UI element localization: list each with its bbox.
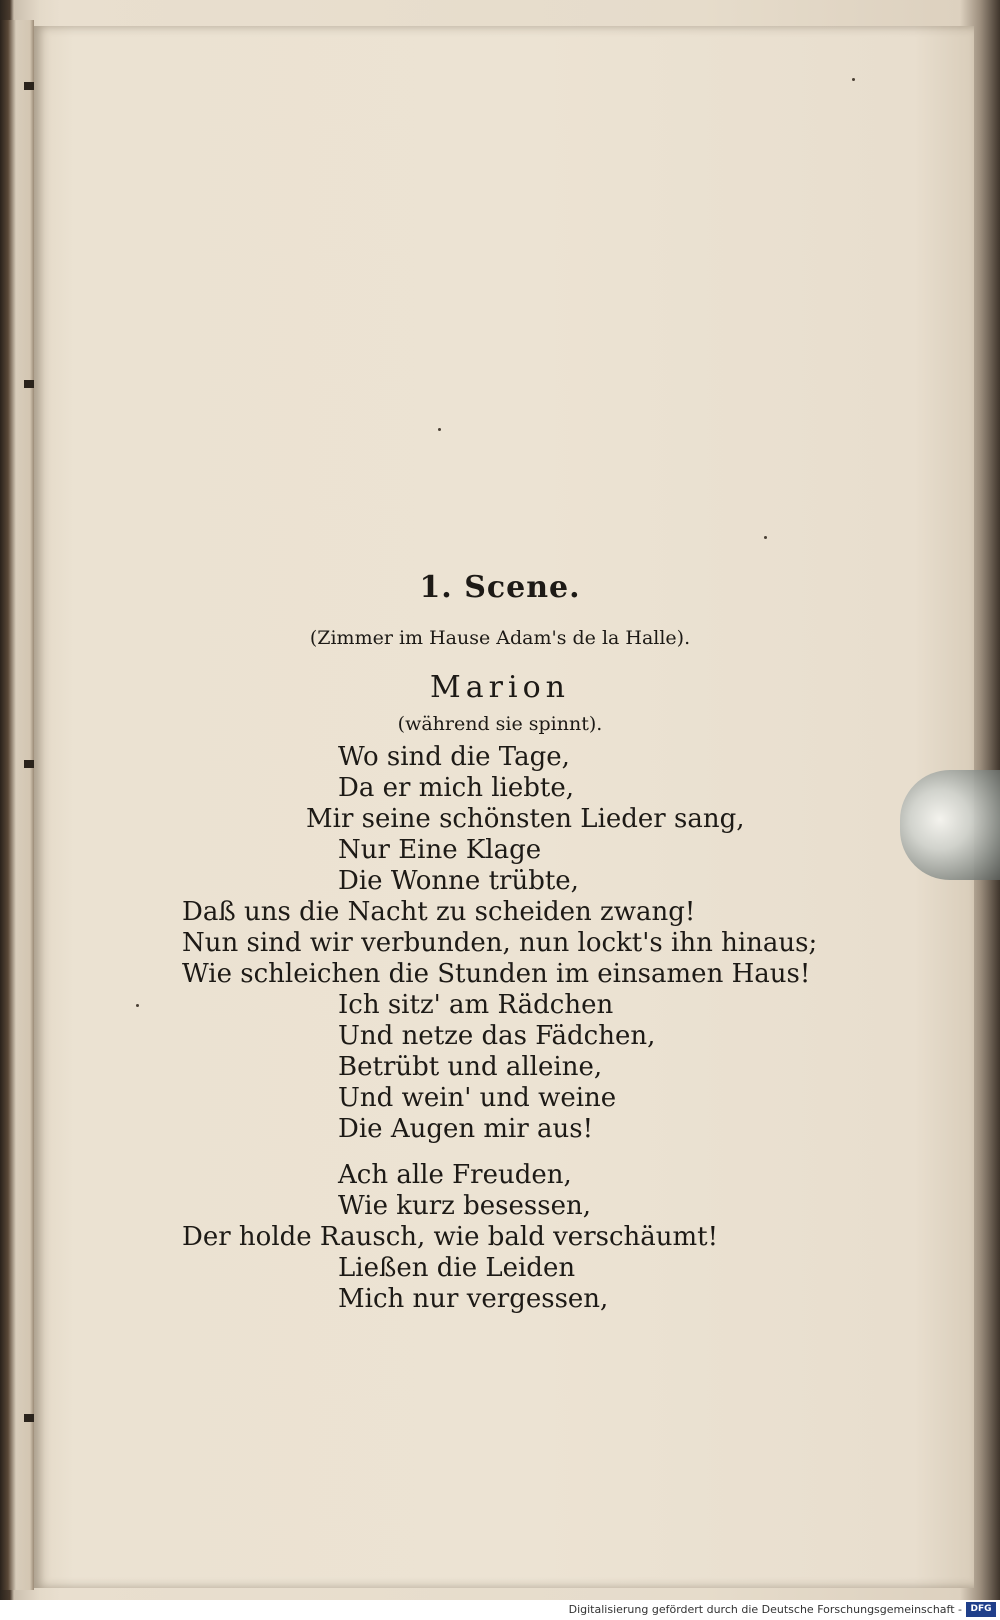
verse-line: Die Augen mir aus! (338, 1114, 594, 1144)
verse-line: Da er mich liebte, (338, 773, 574, 803)
dfg-logo: DFG (966, 1602, 996, 1617)
footer-credit: Digitalisierung gefördert durch die Deutsche Forschungsgemeinschaft - (568, 1603, 962, 1616)
verse-line: Die Wonne trübte, (338, 866, 579, 896)
paper-speck (764, 536, 767, 539)
footer-bar (0, 1600, 1000, 1620)
paper-speck (438, 428, 441, 431)
verse-line: Nun sind wir verbunden, nun lockt's ihn hinaus; (182, 928, 818, 958)
book-spine-edge (0, 20, 34, 1590)
paper-speck (852, 78, 855, 81)
verse-line: Und netze das Fädchen, (338, 1021, 656, 1051)
verse-line: Der holde Rausch, wie bald verschäumt! (182, 1222, 719, 1252)
verse-line: Wie kurz besessen, (338, 1191, 591, 1221)
verse-line: Mir seine schönsten Lieder sang, (306, 804, 745, 834)
page-clip (900, 770, 1000, 880)
verse-line: Ach alle Freuden, (338, 1160, 572, 1190)
scene-title: 1. Scene. (419, 570, 581, 605)
verse-line: Ließen die Leiden (338, 1253, 576, 1283)
verse-line: Mich nur vergessen, (338, 1284, 609, 1314)
verse-line: Nur Eine Klage (338, 835, 542, 865)
speaker-note: (während sie spinnt). (397, 713, 603, 735)
verse-line: Betrübt und alleine, (338, 1052, 603, 1082)
verse-line: Ich sitz' am Rädchen (338, 990, 614, 1020)
verse-line: Und wein' und weine (338, 1083, 617, 1113)
stage-direction: (Zimmer im Hause Adam's de la Halle). (309, 627, 691, 649)
verse-line: Daß uns die Nacht zu scheiden zwang! (182, 897, 696, 927)
paper-speck (136, 1004, 139, 1007)
speaker-name: Marion (430, 670, 570, 705)
verse-line: Wie schleichen die Stunden im einsamen Haus! (182, 959, 811, 989)
verse-line: Wo sind die Tage, (338, 742, 570, 772)
